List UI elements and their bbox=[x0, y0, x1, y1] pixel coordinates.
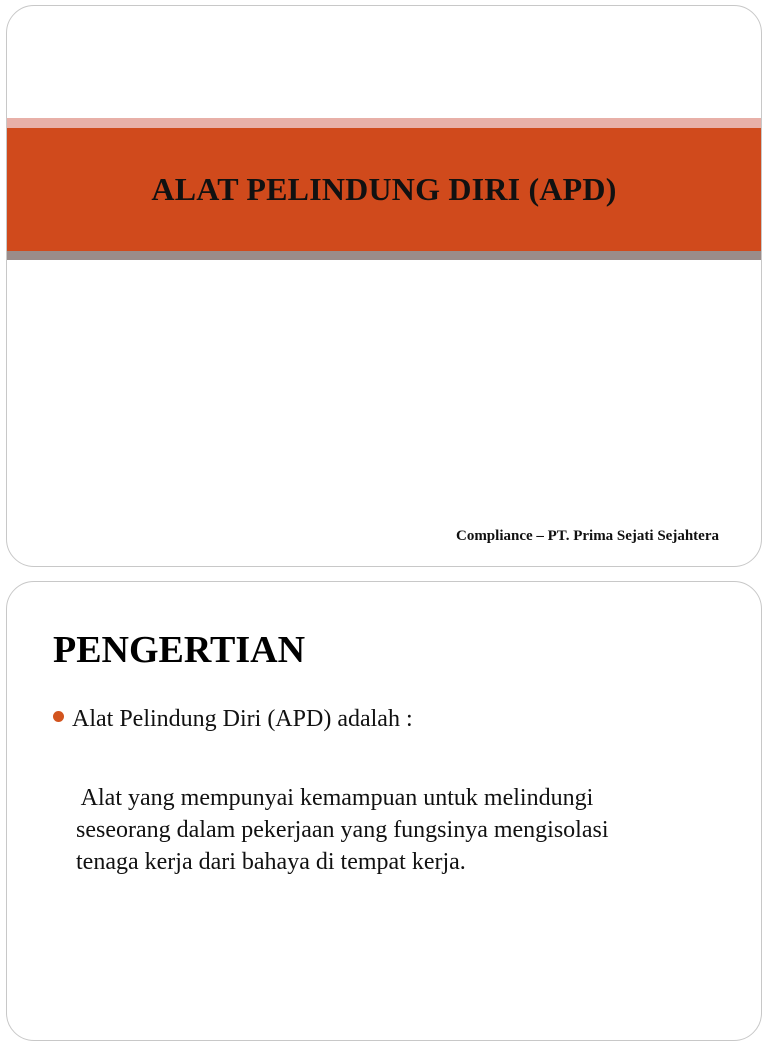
slide-subtitle: Compliance – PT. Prima Sejati Sejahtera bbox=[455, 528, 719, 544]
definition-line: seseorang dalam pekerjaan yang fungsinya mengisolasi bbox=[76, 817, 609, 843]
title-band bbox=[7, 128, 761, 251]
definition-line: Alat yang mempunyai kemampuan untuk melindungi bbox=[76, 785, 594, 811]
slide-heading: PENGERTIAN bbox=[53, 629, 306, 671]
title-band-top-stripe bbox=[7, 118, 761, 128]
content-slide bbox=[6, 581, 762, 1041]
bullet-item bbox=[53, 706, 413, 733]
title-band-bottom-stripe bbox=[7, 251, 761, 260]
title-slide bbox=[6, 5, 762, 567]
bullet-dot-icon bbox=[53, 711, 64, 722]
definition-paragraph bbox=[76, 782, 736, 878]
definition-line: tenaga kerja dari bahaya di tempat kerja. bbox=[76, 849, 466, 875]
slide-title: ALAT PELINDUNG DIRI (APD) bbox=[151, 171, 617, 207]
bullet-text: Alat Pelindung Diri (APD) adalah : bbox=[72, 706, 413, 732]
